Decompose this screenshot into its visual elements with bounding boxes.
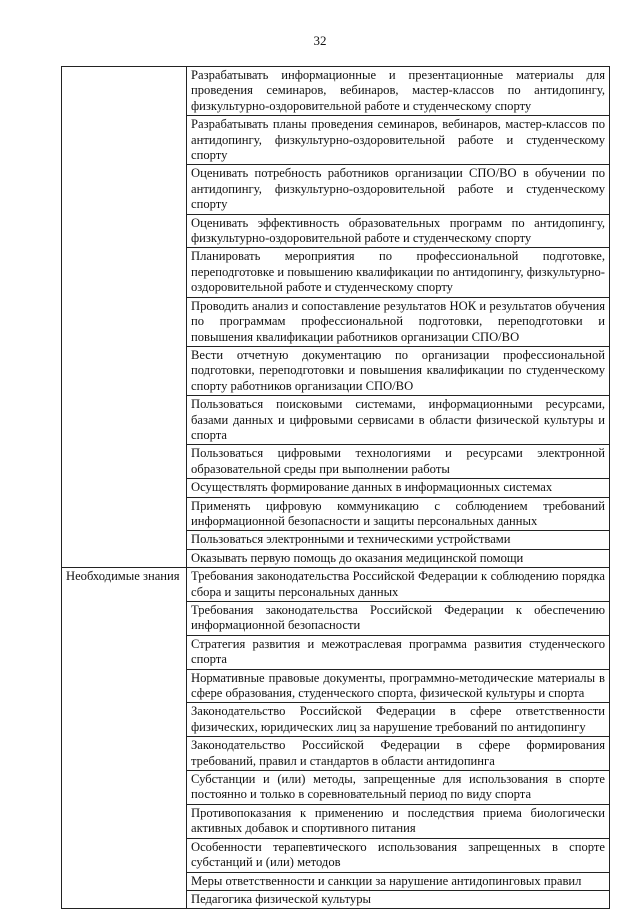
skill-item: Проводить анализ и сопоставление результатов НОК и результатов обучения по программам профессиональной подготовки, переподготовки и повышения квалификации работников организации СПО/ВО xyxy=(187,297,610,346)
page-number: 32 xyxy=(313,33,327,48)
skill-item: Пользоваться цифровыми технологиями и ресурсами электронной образовательной среды при выполнении работы xyxy=(187,445,610,479)
knowledge-item: Законодательство Российской Федерации в сфере формирования требований, правил и стандартов в области антидопинга xyxy=(187,737,610,771)
skill-item: Оценивать потребность работников организации СПО/ВО в обучении по антидопингу, физкультурно-оздоровительной работе и студенческому спорту xyxy=(187,165,610,214)
skill-item: Пользоваться поисковыми системами, информационными ресурсами, базами данных и цифровыми сервисами в области физической культуры и спорта xyxy=(187,396,610,445)
skill-item: Планировать мероприятия по профессиональной подготовке, переподготовке и повышению квалификации по антидопингу, физкультурно-оздоровительной работе и студенческому спорту xyxy=(187,248,610,297)
knowledge-item: Субстанции и (или) методы, запрещенные для использования в спорте постоянно и только в соревновательный период по виду спорта xyxy=(187,771,610,805)
skill-item: Осуществлять формирование данных в информационных системах xyxy=(187,479,610,497)
knowledge-item: Меры ответственности и санкции за нарушение антидопинговых правил xyxy=(187,872,610,890)
knowledge-item: Противопоказания к применению и последствия приема биологически активных добавок и спортивного питания xyxy=(187,804,610,838)
knowledge-item: Стратегия развития и межотраслевая программа развития студенческого спорта xyxy=(187,635,610,669)
requirements-table xyxy=(61,66,610,909)
table-row xyxy=(62,67,610,116)
skill-item: Разрабатывать планы проведения семинаров, вебинаров, мастер-классов по антидопингу, физкультурно-оздоровительной работе и студенческому спорту xyxy=(187,116,610,165)
skill-item: Применять цифровую коммуникацию с соблюдением требований информационной безопасности и защиты персональных данных xyxy=(187,497,610,531)
skill-item: Оценивать эффективность образовательных программ по антидопингу, физкультурно-оздоровительной работе и студенческому спорту xyxy=(187,214,610,248)
knowledge-item: Требования законодательства Российской Федерации к обеспечению информационной безопасности xyxy=(187,602,610,636)
skill-item: Вести отчетную документацию по организации профессиональной подготовки, переподготовки и повышения квалификации по студенческому спорту работников организации СПО/ВО xyxy=(187,346,610,395)
knowledge-label: Необходимые знания xyxy=(62,568,187,909)
table-row xyxy=(62,568,610,602)
skills-label-cell xyxy=(62,67,187,568)
knowledge-item: Нормативные правовые документы, программно-методические материалы в сфере образования, студенческого спорта, физической культуры и спорта xyxy=(187,669,610,703)
skill-item: Пользоваться электронными и техническими устройствами xyxy=(187,531,610,549)
knowledge-item: Требования законодательства Российской Федерации к соблюдению порядка сбора и защиты персональных данных xyxy=(187,568,610,602)
skill-item: Оказывать первую помощь до оказания медицинской помощи xyxy=(187,549,610,567)
skill-item: Разрабатывать информационные и презентационные материалы для проведения семинаров, вебинаров, мастер-классов по антидопингу, физкультурно-оздоровительной работе и студенческому спорту xyxy=(187,67,610,116)
knowledge-item: Особенности терапевтического использования запрещенных в спорте субстанций и (или) методов xyxy=(187,838,610,872)
knowledge-item: Педагогика физической культуры xyxy=(187,890,610,908)
knowledge-item: Законодательство Российской Федерации в сфере ответственности физических, юридических лиц за нарушение требований по антидопингу xyxy=(187,703,610,737)
